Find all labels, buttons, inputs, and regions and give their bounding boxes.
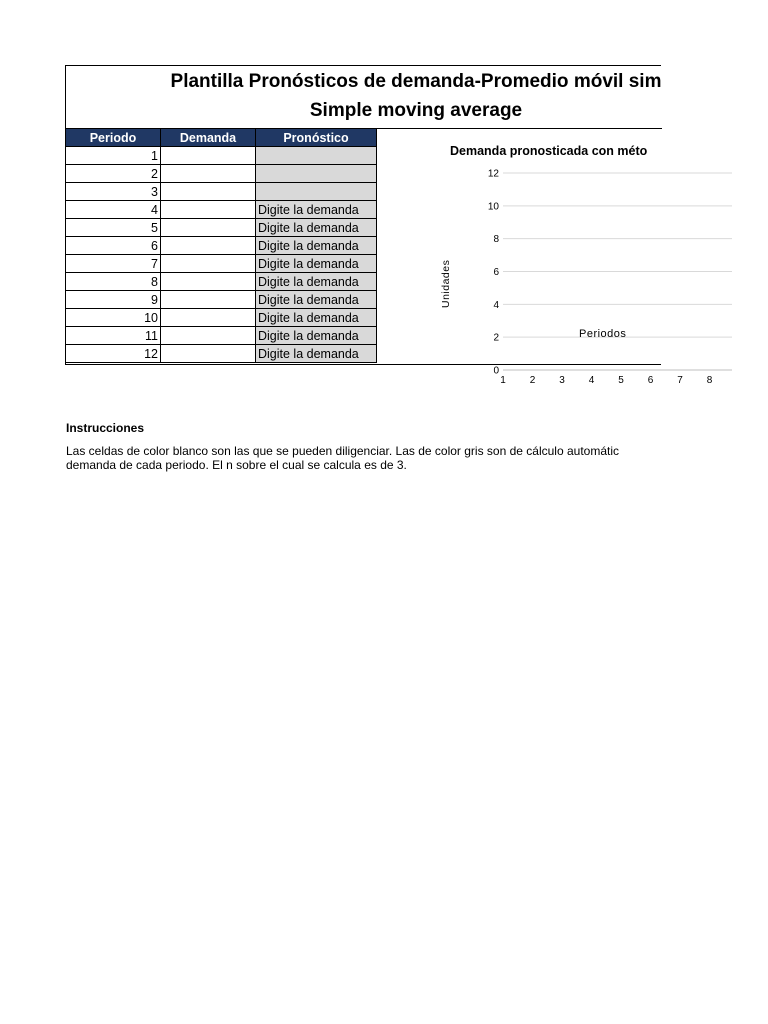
y-tick-label: 6 bbox=[493, 267, 499, 278]
forecast-cell: Digite la demanda bbox=[256, 291, 377, 309]
instructions-text bbox=[66, 444, 662, 472]
y-axis-label: Unidades bbox=[440, 259, 452, 308]
demand-input-cell[interactable] bbox=[161, 345, 256, 363]
page-subtitle: Simple moving average bbox=[309, 100, 523, 121]
x-axis-label: Periodos bbox=[579, 328, 627, 340]
table-row bbox=[66, 219, 377, 237]
table-row bbox=[66, 345, 377, 363]
period-cell: 10 bbox=[66, 309, 161, 327]
demand-input-cell[interactable] bbox=[161, 255, 256, 273]
forecast-cell: Digite la demanda bbox=[256, 273, 377, 291]
demand-input-cell[interactable] bbox=[161, 147, 256, 165]
title-block bbox=[66, 66, 662, 129]
spreadsheet-sheet bbox=[65, 65, 713, 386]
y-tick-label: 12 bbox=[487, 168, 499, 180]
x-tick-label: 2 bbox=[529, 375, 536, 386]
period-cell: 12 bbox=[66, 345, 161, 363]
y-tick-label: 8 bbox=[493, 234, 499, 246]
demand-input-cell[interactable] bbox=[161, 219, 256, 237]
table-row bbox=[66, 291, 377, 309]
table-row bbox=[66, 201, 377, 219]
instructions-line-1: Las celdas de color blanco son las que se pueden diligenciar. Las de color gris son de cálculo automátic bbox=[66, 444, 620, 458]
period-cell: 4 bbox=[66, 201, 161, 219]
instructions-line-2: demanda de cada periodo. El n sobre el cual se calcula es de 3. bbox=[66, 458, 407, 472]
table-header-row bbox=[66, 129, 377, 147]
demand-input-cell[interactable] bbox=[161, 183, 256, 201]
demand-input-cell[interactable] bbox=[161, 237, 256, 255]
table-row bbox=[66, 147, 377, 165]
x-tick-label: 7 bbox=[677, 375, 683, 386]
demand-input-cell[interactable] bbox=[161, 309, 256, 327]
demand-input-cell[interactable] bbox=[161, 327, 256, 345]
demand-input-cell[interactable] bbox=[161, 291, 256, 309]
forecast-cell: Digite la demanda bbox=[256, 309, 377, 327]
table-row bbox=[66, 255, 377, 273]
demand-input-cell[interactable] bbox=[161, 201, 256, 219]
demand-input-cell[interactable] bbox=[161, 273, 256, 291]
forecast-cell: Digite la demanda bbox=[256, 201, 377, 219]
forecast-cell: Digite la demanda bbox=[256, 237, 377, 255]
y-tick-label: 10 bbox=[487, 201, 499, 213]
forecast-cell bbox=[256, 165, 377, 183]
table-row bbox=[66, 165, 377, 183]
y-tick-label: 2 bbox=[493, 332, 499, 344]
period-cell: 5 bbox=[66, 219, 161, 237]
table-row bbox=[66, 183, 377, 201]
x-tick-label: 3 bbox=[559, 375, 565, 386]
forecast-table bbox=[65, 128, 377, 363]
table-row bbox=[66, 237, 377, 255]
x-tick-label: 5 bbox=[618, 375, 624, 386]
x-tick-label: 4 bbox=[588, 375, 595, 386]
period-cell: 8 bbox=[66, 273, 161, 291]
forecast-cell bbox=[256, 183, 377, 201]
x-tick-label: 1 bbox=[500, 375, 506, 386]
period-cell: 6 bbox=[66, 237, 161, 255]
header-pronostico: Pronóstico bbox=[256, 129, 377, 147]
x-tick-label: 6 bbox=[647, 375, 654, 386]
period-cell: 1 bbox=[66, 147, 161, 165]
x-tick-label: 8 bbox=[706, 375, 713, 386]
forecast-cell: Digite la demanda bbox=[256, 219, 377, 237]
forecast-cell bbox=[256, 147, 377, 165]
period-cell: 9 bbox=[66, 291, 161, 309]
page-title: Plantilla Pronósticos de demanda-Promedio móvil sim bbox=[170, 71, 662, 92]
table-row bbox=[66, 273, 377, 291]
y-tick-label: 4 bbox=[493, 299, 499, 311]
forecast-cell: Digite la demanda bbox=[256, 327, 377, 345]
period-cell: 3 bbox=[66, 183, 161, 201]
period-cell: 2 bbox=[66, 165, 161, 183]
header-periodo: Periodo bbox=[66, 129, 161, 147]
demand-input-cell[interactable] bbox=[161, 165, 256, 183]
period-cell: 11 bbox=[66, 327, 161, 345]
header-demanda: Demanda bbox=[161, 129, 256, 147]
forecast-chart bbox=[440, 128, 713, 386]
y-tick-label: 0 bbox=[493, 365, 499, 377]
forecast-cell: Digite la demanda bbox=[256, 255, 377, 273]
chart-title: Demanda pronosticada con méto bbox=[450, 144, 648, 158]
chart-plot-area bbox=[442, 128, 713, 386]
table-row bbox=[66, 327, 377, 345]
forecast-cell: Digite la demanda bbox=[256, 345, 377, 363]
period-cell: 7 bbox=[66, 255, 161, 273]
instructions-title: Instrucciones bbox=[66, 421, 145, 435]
table-row bbox=[66, 309, 377, 327]
